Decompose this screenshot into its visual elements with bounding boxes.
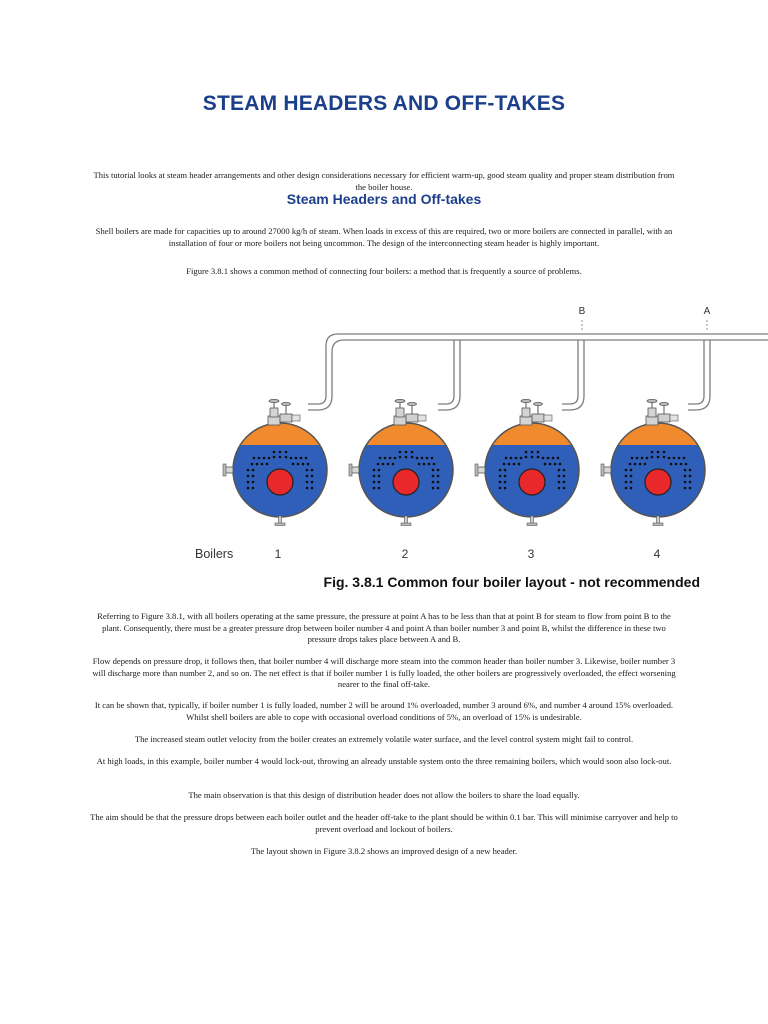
- high-loads-paragraph: At high loads, in this example, boiler number 4 would lock-out, throwing an already unstable system onto the three remaining boilers, which would soon also lock-out.: [96, 756, 672, 766]
- layout-paragraph: The layout shown in Figure 3.8.2 shows an improved design of a new header.: [250, 846, 518, 856]
- boiler-number-4: 4: [653, 547, 661, 561]
- figure-caption: Fig. 3.8.1 Common four boiler layout - not recommended: [323, 574, 700, 590]
- flow-paragraph: Flow depends on pressure drop, it follows then, that boiler number 4 will discharge more steam into the common header than boiler number 3. Likewise, boiler number 3 will discharge more than number 2, and so on. The net effect is that if boiler number 1 is fully loaded, the other boilers are progressively overloaded, the effect worsening nearer to the final off-take.: [92, 656, 676, 690]
- page-title: STEAM HEADERS AND OFF-TAKES: [202, 92, 566, 115]
- shell-boilers-paragraph: Shell boilers are made for capacities up to around 27000 kg/h of steam. When loads in excess of this are required, two or more boilers are connected in parallel, with an installation of four or more boilers not being uncommon. The design of the interconnecting steam header is highly important.: [95, 226, 673, 248]
- referring-paragraph: Referring to Figure 3.8.1, with all boilers operating at the same pressure, the pressure at point A has to be less than that at point B for steam to flow from point B to the plant. Consequently, there must be a greater pressure drop between boiler number 4 and point A than boiler number 3 and point B, whilst the difference in these two pressure drops takes place between A and B.: [97, 611, 671, 645]
- section-heading: Steam Headers and Off-takes: [286, 191, 482, 207]
- boiler-layout-figure: [0, 296, 768, 596]
- velocity-paragraph: The increased steam outlet velocity from the boiler creates an extremely volatile water surface, and the level control system might fail to control.: [134, 734, 634, 744]
- overload-paragraph: It can be shown that, typically, if boiler number 1 is fully loaded, number 2 will be around 1% overloaded, number 3 around 6%, and number 4 around 15% overloaded. Whilst shell boilers are able to cope with occasional overload conditions of 5%, an overload of 15% is undesirable.: [94, 700, 674, 722]
- boiler-3: [475, 399, 582, 525]
- steam-header-pipe: [308, 334, 768, 410]
- figure-intro-paragraph: Figure 3.8.1 shows a common method of connecting four boilers: a method that is frequently a source of problems.: [186, 266, 582, 276]
- boilers: [223, 399, 708, 525]
- boiler-4: [601, 399, 708, 525]
- observation-paragraph: The main observation is that this design of distribution header does not allow the boilers to share the load equally.: [188, 790, 580, 800]
- point-b-label: B: [578, 306, 586, 317]
- boiler-2: [349, 399, 456, 525]
- boiler-number-3: 3: [527, 547, 535, 561]
- boiler-diagram: [0, 296, 768, 596]
- boilers-label: Boilers: [195, 547, 234, 561]
- boiler-number-1: 1: [274, 547, 282, 561]
- boiler-number-2: 2: [401, 547, 409, 561]
- point-a-label: A: [703, 306, 711, 317]
- intro-paragraph: This tutorial looks at steam header arrangements and other design considerations necessary for efficient warm-up, good steam quality and proper steam distribution from the boiler house.: [93, 170, 675, 192]
- aim-paragraph: The aim should be that the pressure drops between each boiler outlet and the header off-take to the plant should be within 0.1 bar. This will minimise carryover and help to prevent overload and lockout of boilers.: [90, 812, 678, 834]
- boiler-1: [223, 399, 330, 525]
